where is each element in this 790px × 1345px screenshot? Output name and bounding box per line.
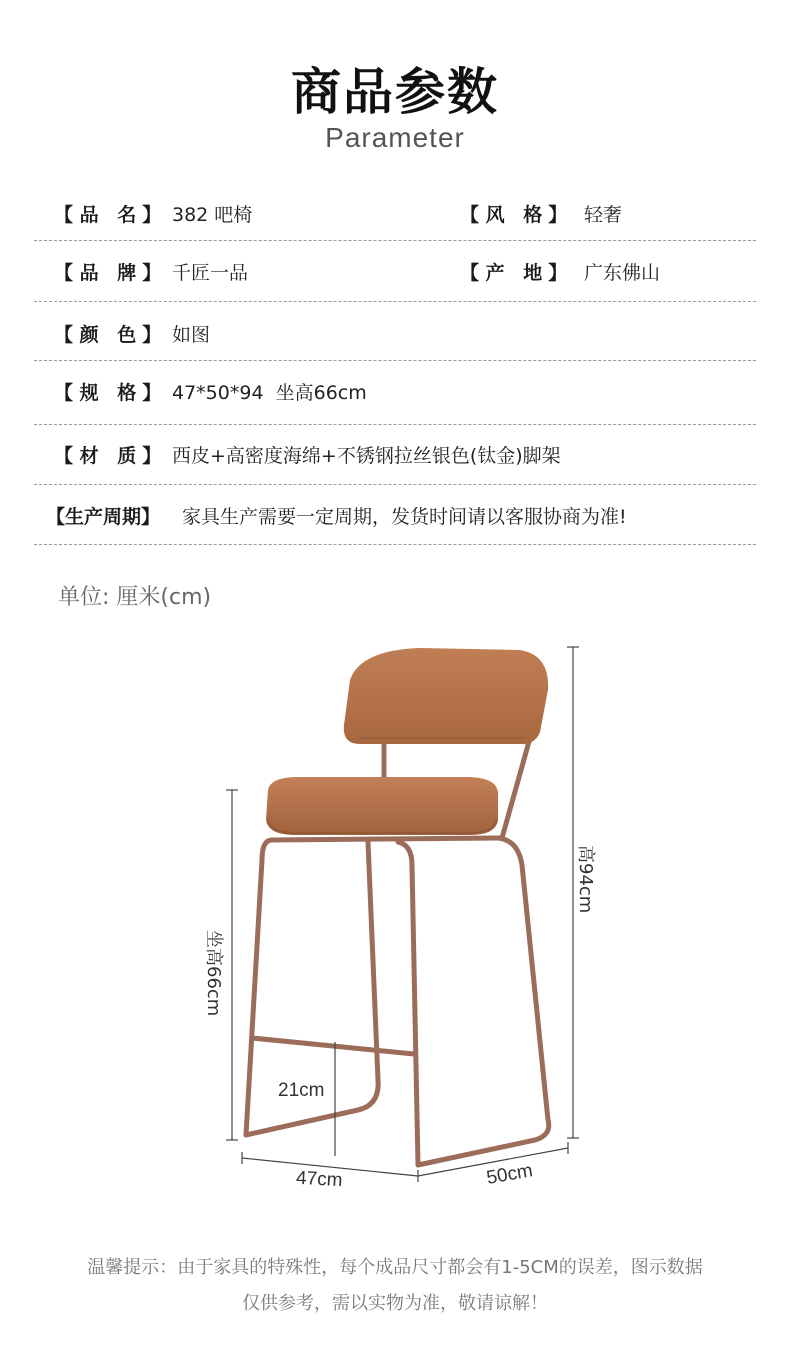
cycle-label: 【生产周期】 (46, 506, 161, 528)
brand-value: 千匠一品 (172, 262, 249, 284)
color-label: 【 颜 色】 (54, 324, 162, 346)
seat-height-label: 坐高66cm (203, 930, 224, 1017)
name-value: 382 吧椅 (172, 204, 253, 226)
param-row-color (34, 320, 756, 361)
name-label: 【 品 名】 (54, 204, 162, 226)
width-label: 47cm (295, 1167, 344, 1192)
page-subtitle: Parameter (325, 122, 465, 153)
spec-value: 47*50*94 坐高66cm (172, 382, 367, 404)
spec-label: 【 规 格】 (54, 382, 162, 404)
depth-label: 50cm (484, 1160, 535, 1189)
param-row-brand-origin (34, 258, 756, 302)
chair-backrest (344, 648, 548, 744)
material-label: 【 材 质】 (54, 445, 162, 467)
origin-label: 【 产 地】 (460, 262, 568, 284)
chair-seat (266, 777, 498, 835)
param-row-cycle (34, 502, 756, 545)
brand-label: 【 品 牌】 (54, 262, 162, 284)
page-title: 商品参数 (291, 63, 499, 121)
param-row-material (34, 441, 756, 485)
color-value: 如图 (172, 324, 211, 346)
style-value: 轻奢 (584, 204, 623, 226)
origin-value: 广东佛山 (584, 262, 661, 284)
param-row-name-style (34, 200, 756, 241)
total-height-label: 高94cm (575, 845, 596, 914)
chair-illustration (0, 620, 790, 1200)
footrest-height-label: 21cm (278, 1080, 325, 1101)
notice-line-2: 仅供参考，需以实物为准，敬请谅解！ (242, 1293, 548, 1314)
unit-label: 单位: 厘米(cm) (58, 585, 212, 610)
material-value: 西皮+高密度海绵+不锈钢拉丝银色(钛金)脚架 (172, 445, 561, 467)
param-row-spec (34, 378, 756, 425)
notice-line-1: 温馨提示：由于家具的特殊性，每个成品尺寸都会有1-5CM的误差，图示数据 (87, 1257, 703, 1278)
chair-diagram (0, 620, 790, 1200)
style-label: 【 风 格】 (460, 204, 568, 226)
cycle-value: 家具生产需要一定周期，发货时间请以客服协商为准! (182, 506, 627, 528)
